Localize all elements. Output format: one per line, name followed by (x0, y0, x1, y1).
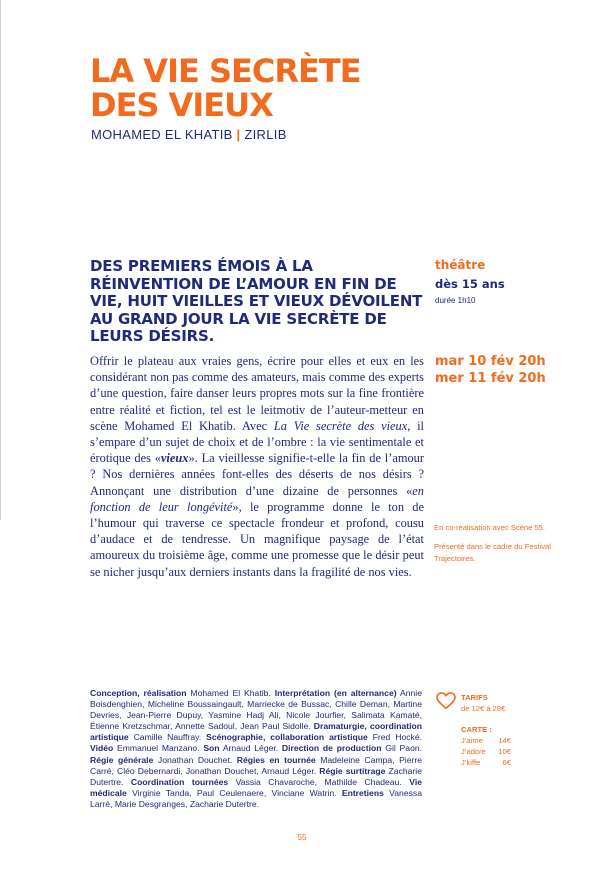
carte-row (461, 735, 511, 746)
tarifs-range: de 12€ à 28€ (461, 704, 506, 713)
credit-text: Virginie Tanda, Paul Ceulenaere, Vinciane Watrin. (126, 787, 342, 798)
credit-label: Régie surtitrage (319, 765, 386, 776)
body-bold-word: vieux (160, 451, 189, 466)
side-notes (434, 522, 564, 572)
credit-label: Conception, réalisation (90, 688, 187, 698)
credit-text: Annie Boisdenghien, Micheline Boussaingault, Marriecke de Bussac, Chille Deman, Martine Devries, Jean-Pierre Dupuy, Yasmine Hadj Ali, Nicole Jourfier, Salimata Kamaté, Étienne Kretzschmar, Annette Sadoul, Jean Paul Sidolle. (90, 688, 422, 732)
title-line-2: DES VIEUX (90, 86, 273, 124)
carte-row-name: J’adore (461, 747, 486, 756)
body-paragraph (90, 353, 424, 580)
byline (91, 127, 287, 142)
coproduction-note: En co-réalisation avec Scène 55. (434, 523, 546, 532)
carte-row-name: J’aime (461, 736, 483, 745)
genre-label: théâtre (435, 258, 486, 272)
body-part-1: Offrir le plateau aux vraies gens, écrire pour elles et eux en les considérant non pas comme des amateurs, mais comme des experts d’une question, faire danser leurs propres mots sur la fine frontière entre réalité et fiction, tel est le leitmotiv de l’auteur-metteur en scène Mohamed El Khatib. Avec (90, 354, 424, 433)
credit-text: Jonathan Douchet. (153, 754, 237, 765)
credit-text: Vassia Chavaroche, Mathilde Chadeau. (228, 776, 410, 787)
duration-label: durée 1h10 (435, 296, 476, 305)
age-label: dès 15 ans (435, 277, 505, 291)
credit-label: Vie médicale (90, 776, 422, 798)
credit-text: Fred Hocké. (367, 732, 422, 743)
credit-label: Entretiens (341, 787, 384, 798)
carte-row-price: 10€ (498, 747, 511, 756)
credit-label: Dramaturgie, coordination artistique (90, 721, 422, 743)
body-part-3: ». La vieillesse signifie-t-elle la fin de l’amour ? Nos dernières années font-elles des déserts de nos désirs ? Annonçant une distribution d’une dizaine de personnes « (90, 451, 424, 498)
title-line-1: LA VIE SECRÈTE (90, 52, 361, 90)
date-1: mar 10 fév 20h (435, 354, 546, 369)
carte-row (461, 757, 511, 768)
credit-label: Vidéo (90, 743, 114, 754)
carte-row (461, 746, 511, 757)
body-part-4: », le programme donne le ton de l’humour qui traverse ce spectacle frondeur et profond, cousu d’audace et de tendresse. Un magnifique paysage de l’état amoureux du troisième âge, comme une promesse que le désir peut se nicher jusqu’aux derniers instants dans la fragilité de nos vies. (90, 499, 425, 579)
credit-text: Arnaud Léger. (219, 743, 282, 754)
body-italic-quote: en fonction de leur longévité (90, 483, 424, 514)
credit-label: Scénographie, collaboration artistique (206, 732, 368, 743)
credit-text: Zacharie Dutertre. (90, 765, 422, 787)
credit-label: Interprétation (en alternance) (274, 688, 397, 698)
page-title (90, 54, 361, 122)
credit-label: Régie générale (90, 754, 154, 765)
page-edge-line (0, 0, 1, 520)
carte-row-price: 6€ (502, 758, 511, 767)
credit-label: Direction de production (281, 743, 382, 754)
tarifs-block (461, 692, 505, 714)
credit-text: Emmanuel Manzano. (113, 743, 204, 754)
credit-label: Régies en tournée (236, 754, 316, 765)
heart-icon (436, 692, 456, 710)
carte-block (461, 724, 511, 768)
credit-label: Son (203, 743, 220, 754)
credits-block (90, 688, 422, 810)
body-italic-title: La Vie secrète des vieux (273, 418, 408, 433)
date-2: mer 11 fév 20h (435, 371, 546, 386)
carte-label: CARTE : (461, 725, 492, 734)
credit-text: Gil Paon. (381, 743, 423, 754)
page-number: 55 (297, 833, 307, 842)
carte-row-price: 14€ (498, 736, 511, 745)
performance-dates (435, 353, 546, 387)
credit-text: Madeleine Campa, Pierre Carré, Cléo Debernardi, Jonathan Douchet, Arnaud Léger. (90, 754, 423, 776)
credit-text: Camille Nauffray. (128, 732, 207, 743)
byline-author: MOHAMED EL KHATIB (91, 127, 233, 142)
tarifs-label: TARIFS (461, 693, 488, 702)
byline-separator: | (236, 127, 241, 142)
credit-text: Vanessa Larré, Marie Desgranges, Zacharie Dutertre. (90, 787, 422, 809)
carte-row-name: J’kiffe (461, 758, 481, 767)
festival-note: Présenté dans le cadre du Festival Trajectoires. (434, 541, 551, 563)
credit-text: Mohamed El Khatib. (186, 688, 275, 698)
lead-paragraph: DES PREMIERS ÉMOIS À LA RÉINVENTION DE L’AMOUR EN FIN DE VIE, HUIT VIEILLES ET VIEUX DÉVOILENT AU GRAND JOUR LA VIE SECRÈTE DE LEURS DÉSIRS. (90, 257, 423, 345)
body-part-2: , il s’empare d’un sujet de choix et de l’ombre : la vie sentimentale et érotique des « (90, 418, 424, 466)
byline-company: ZIRLIB (244, 127, 287, 142)
credit-label: Coordination tournées (130, 776, 229, 787)
